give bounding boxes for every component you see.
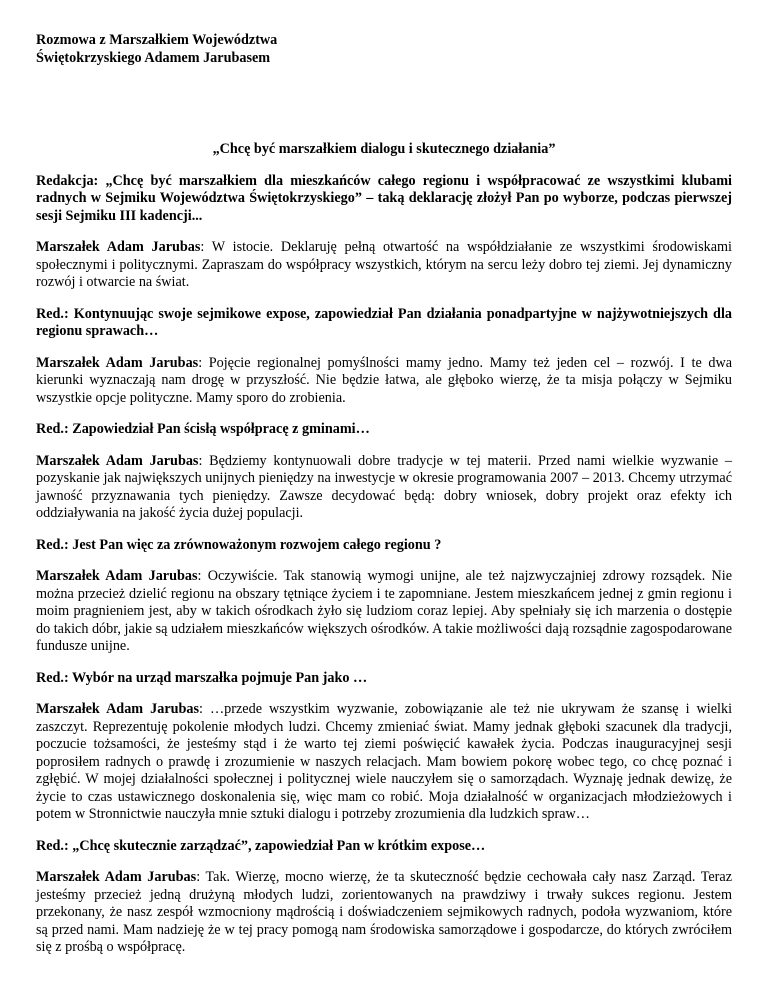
answer-4 — [36, 568, 732, 656]
speaker-label: Marszałek Adam Jarubas — [36, 452, 199, 469]
answer-3 — [36, 453, 732, 523]
answer-1 — [36, 239, 732, 292]
question-4: Red.: Jest Pan więc za zrównoważonym rozwojem całego regionu ? — [36, 536, 442, 553]
speaker-label: Marszałek Adam Jarubas — [36, 701, 200, 717]
speaker-label: Marszałek Adam Jarubas — [36, 568, 198, 584]
answer-text: : Pojęcie regionalnej pomyślności mamy jedno. Mamy też jeden cel – rozwój. I te dwa kierunki wyznaczają nam drogę w przyszłość. Nie będzie łatwa, ale głęboko wierzę, że ta misja połączy w Sejmiku wszystkie opcje polityczne. Mamy sporo do zrobienia. — [36, 354, 733, 406]
document-header — [36, 32, 732, 67]
answer-5 — [36, 701, 732, 824]
answer-text: : Tak. Wierzę, mocno wierzę, że ta skuteczność będzie cechowała cały nasz Zarząd. Teraz jesteśmy przecież jedną drużyną młodych ludzi, zorientowanych na prawdziwy i trwały sukces regionu. Jestem przekonany, że nasz zespół wzmocniony mądrością i doświadczeniem sejmikowych radnych, podoła wyzwaniom, które są przed nami. Mam nadzieję że w tej pracy pomogą nam środowiska samorządowe i gospodarcze, do których zwróciłem się z prośbą o współpracę. — [36, 869, 733, 955]
interview-title: „Chcę być marszałkiem dialogu i skutecznego działania” — [212, 141, 556, 157]
answer-text: : Oczywiście. Tak stanowią wymogi unijne, ale też najzwyczajniej zdrowy rozsądek. Nie można przecież dzielić regionu na obszary tętniące życiem i te zapomniane. Jestem mieszkańcem jednej z gmin regionu i moim pragnieniem jest, aby w takich ośrodkach żyło się ludziom coraz lepiej. Aby spełniały się ich marzenia o dostępie do takich dóbr, jakie są udziałem mieszkańców większych ośrodków. A takie możliwości dają rozsądnie zagospodarowane fundusze unijne. — [36, 568, 732, 654]
speaker-label: Marszałek Adam Jarubas — [36, 869, 197, 885]
question-6: Red.: „Chcę skutecznie zarządzać”, zapowiedział Pan w krótkim expose… — [36, 837, 486, 854]
question-2: Red.: Kontynuując swoje sejmikowe expose, zapowiedział Pan działania ponadpartyjne w najżywotniejszych dla regionu sprawach… — [36, 305, 732, 339]
question-5: Red.: Wybór na urząd marszałka pojmuje Pan jako … — [36, 669, 368, 686]
header-line-1: Rozmowa z Marszałkiem Województwa — [36, 32, 278, 48]
interview-body — [36, 173, 732, 957]
answer-text: : Będziemy kontynuowali dobre tradycje w tej materii. Przed nami wielkie wyzwanie – pozyskanie jak największych unijnych pieniędzy na inwestycje w okresie programowania 2007 – 2013. Chcemy utrzymać jawność przyznawania tych pieniędzy. Zawsze decydować będą: dobry wniosek, dobry projekt oraz efekty ich oddziaływania na jakość życia dużej populacji. — [36, 452, 732, 521]
speaker-label: Marszałek Adam Jarubas — [36, 239, 201, 255]
speaker-label: Marszałek Adam Jarubas — [36, 354, 199, 371]
answer-2 — [36, 355, 732, 408]
answer-text: : …przede wszystkim wyzwanie, zobowiązanie ale też nie ukrywam że szansę i wielki zaszczyt. Reprezentuję pokolenie młodych ludzi. Chcemy zmieniać świat. Mamy jednak głęboki szacunek dla tradycji, poczucie tożsamości, że jesteśmy stąd i że warto tej ziemi poświęcić kawałek życia. Podczas inauguracyjnej sesji poprosiłem radnych o prawdę i zrozumienie w naszych relacjach. Mam bowiem pokorę wobec tego, co chcę poznać i zgłębić. W mojej działalności społecznej i politycznej wiele nauczyłem się o samorządach. Wyznaję jednak dewizę, że życie to czas ustawicznego doskonalenia się, więc mam co robić. Moja działalność w organizacjach młodzieżowych i potem w Stronnictwie nauczyła mnie sztuki dialogu i potrzeby zrozumienia dla ludzkich spraw… — [36, 701, 733, 822]
header-line-2: Świętokrzyskiego Adamem Jarubasem — [36, 49, 271, 66]
answer-text: : W istocie. Deklaruję pełną otwartość na współdziałanie ze wszystkimi środowiskami społecznymi i politycznymi. Zapraszam do współpracy wszystkich, którym na sercu leży dobro tej ziemi. Jej dynamiczny rozwój i otwarcie na świat. — [36, 239, 732, 290]
question-1: Redakcja: „Chcę być marszałkiem dla mieszkańców całego regionu i współpracować ze wszystkimi klubami radnych w Sejmiku Województwa Świętokrzyskiego” – taką deklarację złożył Pan po wyborze, podczas pierwszej sesji Sejmiku III kadencji... — [36, 172, 732, 224]
question-3: Red.: Zapowiedział Pan ścisłą współpracę z gminami… — [36, 421, 370, 437]
answer-6 — [36, 869, 732, 957]
